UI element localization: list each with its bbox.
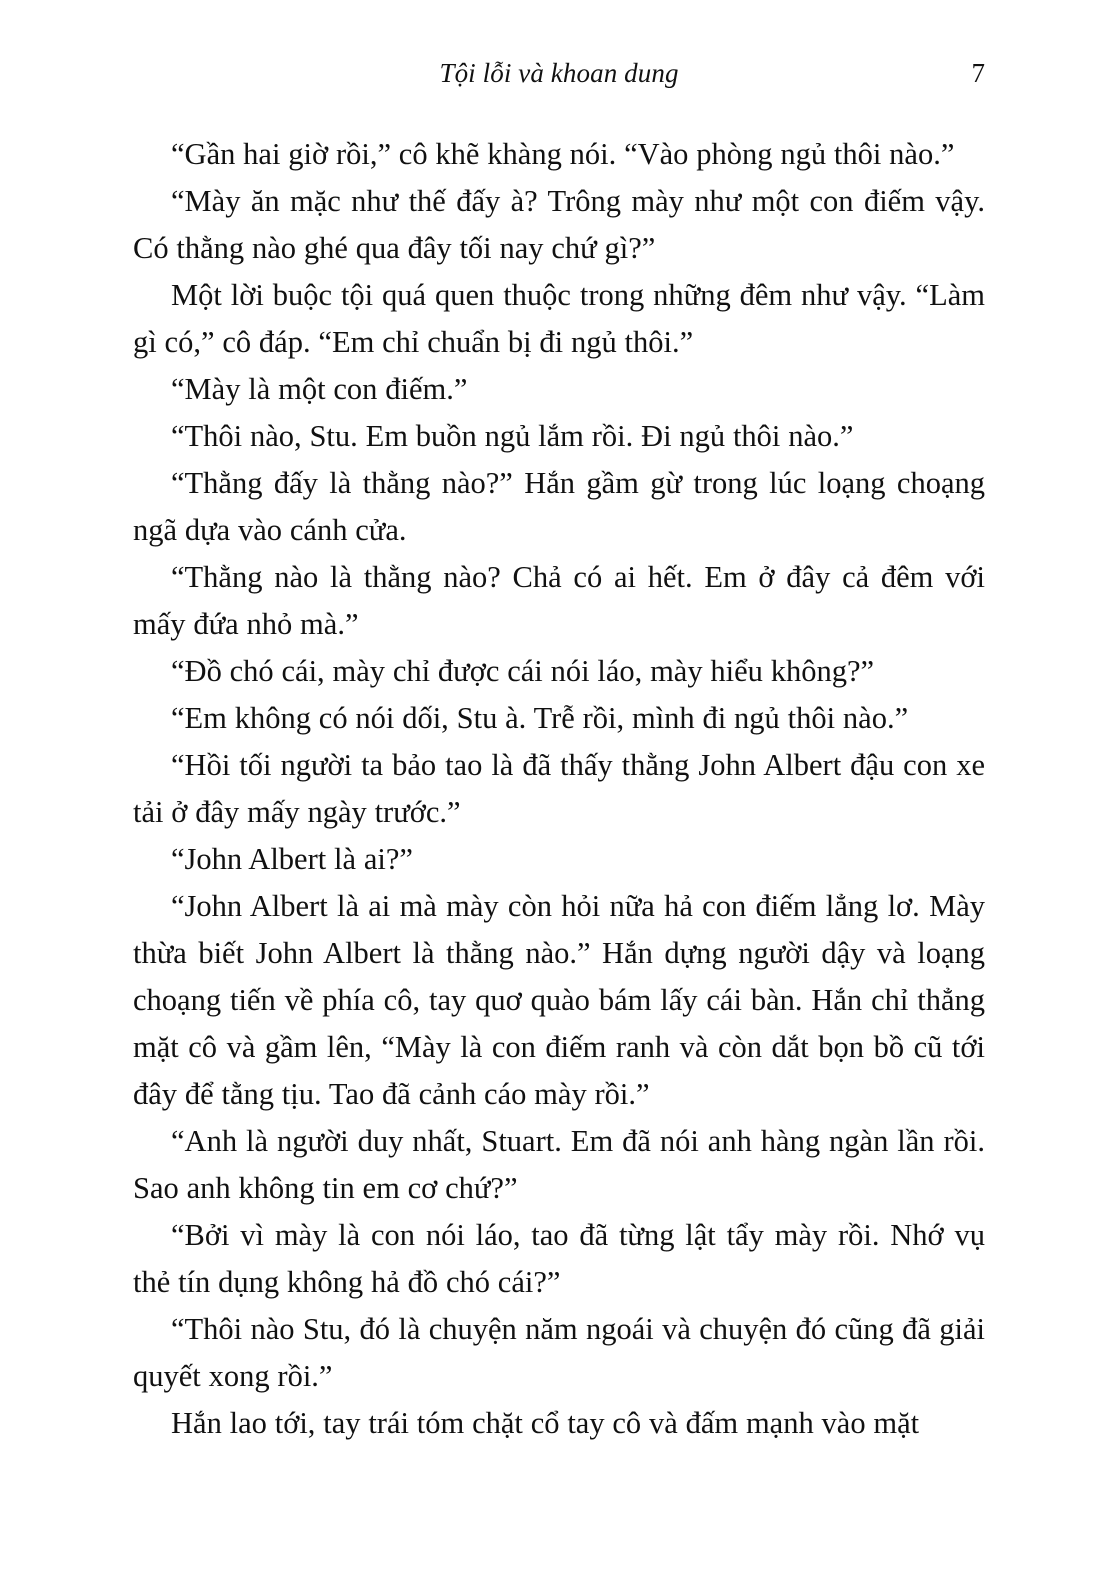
running-head — [133, 60, 985, 100]
paragraph: “Thôi nào, Stu. Em buồn ngủ lắm rồi. Đi ngủ thôi nào.” — [171, 419, 854, 453]
paragraph: “John Albert là ai?” — [171, 842, 413, 876]
paragraph: “Mày ăn mặc như thế đấy à? Trông mày như một con điếm vậy. Có thằng nào ghé qua đây tối nay chứ gì?” — [133, 184, 985, 265]
running-head-title: Tội lỗi và khoan dung — [439, 58, 679, 88]
paragraph: “Đồ chó cái, mày chỉ được cái nói láo, mày hiểu không?” — [171, 654, 875, 688]
paragraph: “Anh là người duy nhất, Stuart. Em đã nói anh hàng ngàn lần rồi. Sao anh không tin em cơ chứ?” — [133, 1124, 985, 1205]
paragraph: “Gần hai giờ rồi,” cô khẽ khàng nói. “Vào phòng ngủ thôi nào.” — [171, 137, 955, 171]
paragraph: “Hồi tối người ta bảo tao là đã thấy thằng John Albert đậu con xe tải ở đây mấy ngày trước.” — [133, 748, 985, 829]
paragraph: Hắn lao tới, tay trái tóm chặt cổ tay cô và đấm mạnh vào mặt — [171, 1406, 920, 1440]
paragraph: Một lời buộc tội quá quen thuộc trong những đêm như vậy. “Làm gì có,” cô đáp. “Em chỉ chuẩn bị đi ngủ thôi.” — [133, 278, 985, 359]
paragraph: “Bởi vì mày là con nói láo, tao đã từng lật tẩy mày rồi. Nhớ vụ thẻ tín dụng không hả đồ chó cái?” — [133, 1218, 985, 1299]
body-text — [133, 131, 985, 1447]
paragraph: “Thằng nào là thằng nào? Chả có ai hết. Em ở đây cả đêm với mấy đứa nhỏ mà.” — [133, 560, 985, 641]
paragraph: “Em không có nói dối, Stu à. Trễ rồi, mình đi ngủ thôi nào.” — [171, 701, 909, 735]
paragraph: “John Albert là ai mà mày còn hỏi nữa hả con điếm lẳng lơ. Mày thừa biết John Albert là thằng nào.” Hắn dựng người dậy và loạng choạng tiến về phía cô, tay quơ quào bám lấy cái bàn. Hắn chỉ thẳng mặt cô và gầm lên, “Mày là con điếm ranh và còn dắt bọn bồ cũ tới đây để tằng tịu. Tao đã cảnh cáo mày rồi.” — [133, 889, 985, 1111]
page-number: 7 — [971, 58, 985, 88]
paragraph: “Mày là một con điếm.” — [171, 372, 468, 406]
paragraph: “Thôi nào Stu, đó là chuyện năm ngoái và chuyện đó cũng đã giải quyết xong rồi.” — [133, 1312, 985, 1393]
paragraph: “Thằng đấy là thằng nào?” Hắn gầm gừ trong lúc loạng choạng ngã dựa vào cánh cửa. — [133, 466, 985, 547]
